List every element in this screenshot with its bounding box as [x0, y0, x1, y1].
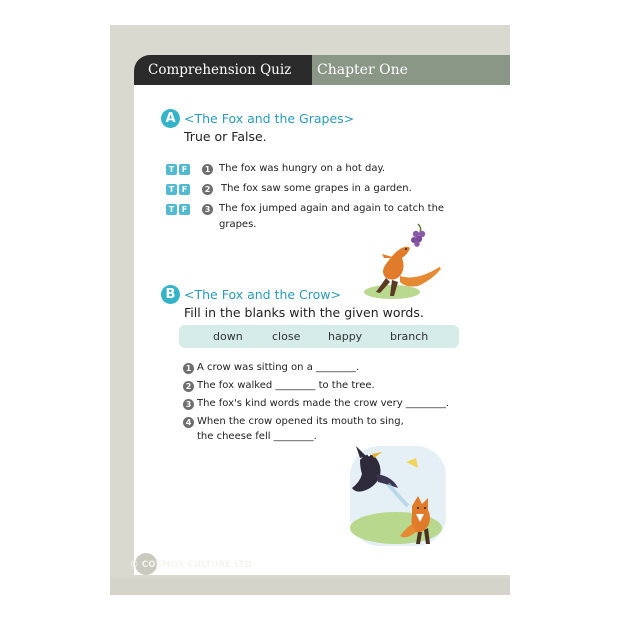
true-checkbox[interactable]: T: [166, 204, 177, 215]
true-checkbox[interactable]: T: [166, 184, 177, 195]
word-bank-item: close: [272, 330, 301, 343]
blank-number: 3: [183, 399, 194, 410]
statement-number: 1: [202, 164, 213, 175]
section-b-title: <The Fox and the Crow>: [184, 287, 341, 302]
statement-text: The fox saw some grapes in a garden.: [221, 183, 412, 194]
word-bank-item: happy: [328, 330, 363, 343]
statement-number: 3: [202, 204, 213, 215]
blank-sentence: A crow was sitting on a ________.: [197, 362, 360, 373]
true-checkbox[interactable]: T: [166, 164, 177, 175]
section-b-badge: B: [161, 285, 180, 304]
fox-grapes-illustration: [356, 222, 452, 302]
section-a-subtitle: True or False.: [184, 129, 267, 144]
blank-number: 1: [183, 363, 194, 374]
false-checkbox[interactable]: F: [179, 184, 190, 195]
word-bank-item: branch: [390, 330, 429, 343]
blank-number: 2: [183, 381, 194, 392]
header-chapter: Chapter One: [312, 55, 510, 85]
copyright-text: © COSMOS CULTURE LTD: [130, 560, 252, 570]
false-checkbox[interactable]: F: [179, 204, 190, 215]
section-a-title: <The Fox and the Grapes>: [184, 111, 355, 126]
word-bank: [179, 325, 459, 348]
section-a-badge: A: [161, 109, 180, 128]
blank-sentence-continued: the cheese fell ________.: [197, 431, 317, 442]
statement-text-continued: grapes.: [219, 219, 257, 230]
crow-fox-illustration: [346, 440, 450, 552]
statement-number: 2: [202, 184, 213, 195]
statement-text: The fox was hungry on a hot day.: [219, 163, 386, 174]
blank-sentence: When the crow opened its mouth to sing,: [197, 416, 404, 427]
blank-number: 4: [183, 417, 194, 428]
grapes-icon: [411, 224, 425, 247]
false-checkbox[interactable]: F: [179, 164, 190, 175]
blank-sentence: The fox's kind words made the crow very ________.: [197, 398, 450, 409]
page-bottom-strip: [110, 578, 510, 595]
blank-sentence: The fox walked ________ to the tree.: [197, 380, 375, 391]
section-b-subtitle: Fill in the blanks with the given words.: [184, 305, 424, 320]
statement-text: The fox jumped again and again to catch the: [219, 203, 445, 214]
word-bank-item: down: [213, 330, 243, 343]
header-title: Comprehension Quiz: [134, 55, 312, 85]
